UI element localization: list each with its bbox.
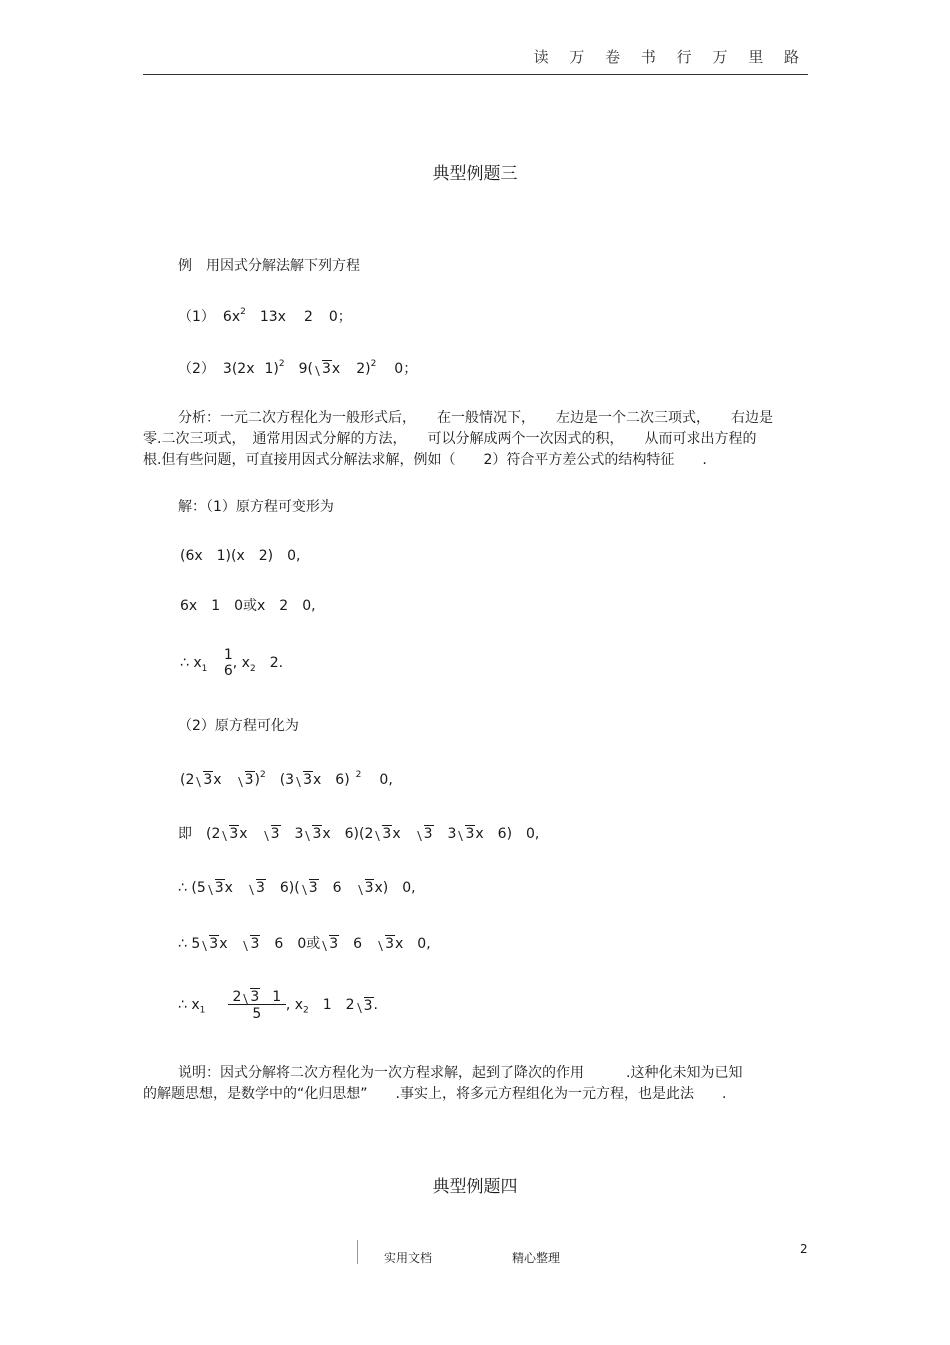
- problem-1: （1） $6x^2$ 13x 2 0；: [178, 307, 352, 325]
- solution-1-eq2: 6x 1 0或x 2 0,: [180, 598, 316, 614]
- note-paragraph: 说明：因式分解将二次方程化为一次方程求解，起到了降次的作用 .这种化未知为已知 的解题思想，是数学中的“化归思想” .事实上，将多元方程组化为一元方程，也是此法 .: [143, 1065, 743, 1102]
- solution-1-roots: ∴ $x_1$ 1 6 , $x_2$ 2.: [180, 647, 284, 679]
- solution-2-line4: ∴ 5 3x 3 6 0或 3 6 3x 0,: [178, 936, 431, 952]
- page-number: 2: [800, 1242, 808, 1256]
- analysis-paragraph: 分析：一元二次方程化为一般形式后， 在一般情况下， 左边是一个二次三项式， 右边是 零.二次三项式， 通常用因式分解的方法， 可以分解成两个一次因式的积， 从而可求出方程的 根.但有些问题，可直接用因式分解法求解，例如（ 2）符合平方差公式的结构特征 .: [143, 410, 773, 468]
- footer-right: 精心整理: [512, 1251, 561, 1265]
- solution-1-intro: 解：（1）原方程可变形为: [178, 499, 334, 515]
- next-section-title: 典型例题四: [432, 1177, 518, 1197]
- section-title: 典型例题三: [432, 164, 518, 184]
- sqrt-symbol: 3: [313, 360, 332, 376]
- fraction: $\frac{2 3 1}{5}$: [228, 988, 286, 1021]
- solution-2-line1: (2 3x 3)$^2$ (3 3x 6) $^2$ 0,: [180, 770, 393, 788]
- footer-divider: [357, 1240, 358, 1264]
- fraction: 1 6: [223, 647, 233, 679]
- problem-2: （2） 3(2x 1)$^2$ 9( 3x 2)$^2$ 0；: [178, 359, 418, 377]
- solution-2-intro: （2）原方程可化为: [178, 718, 299, 734]
- solution-1-eq1: (6x 1)(x 2) 0,: [180, 548, 301, 564]
- solution-2-line2: 即 (2 3x 3 3 3x 6)(2 3x 3 3 3x 6) 0,: [178, 826, 540, 842]
- solution-2-roots: ∴ $x_1$ $\frac{2 3 1}{5}$ , $x_2$ 1 2 3.: [178, 989, 378, 1022]
- page-header: 读 万 卷 书 行 万 里 路: [533, 48, 807, 66]
- footer-left: 实用文档: [384, 1251, 433, 1265]
- example-intro: 例 用因式分解法解下列方程: [178, 258, 360, 274]
- header-divider: [143, 74, 808, 75]
- solution-2-line3: ∴ (5 3x 3 6)( 3 6 3x) 0,: [178, 880, 416, 896]
